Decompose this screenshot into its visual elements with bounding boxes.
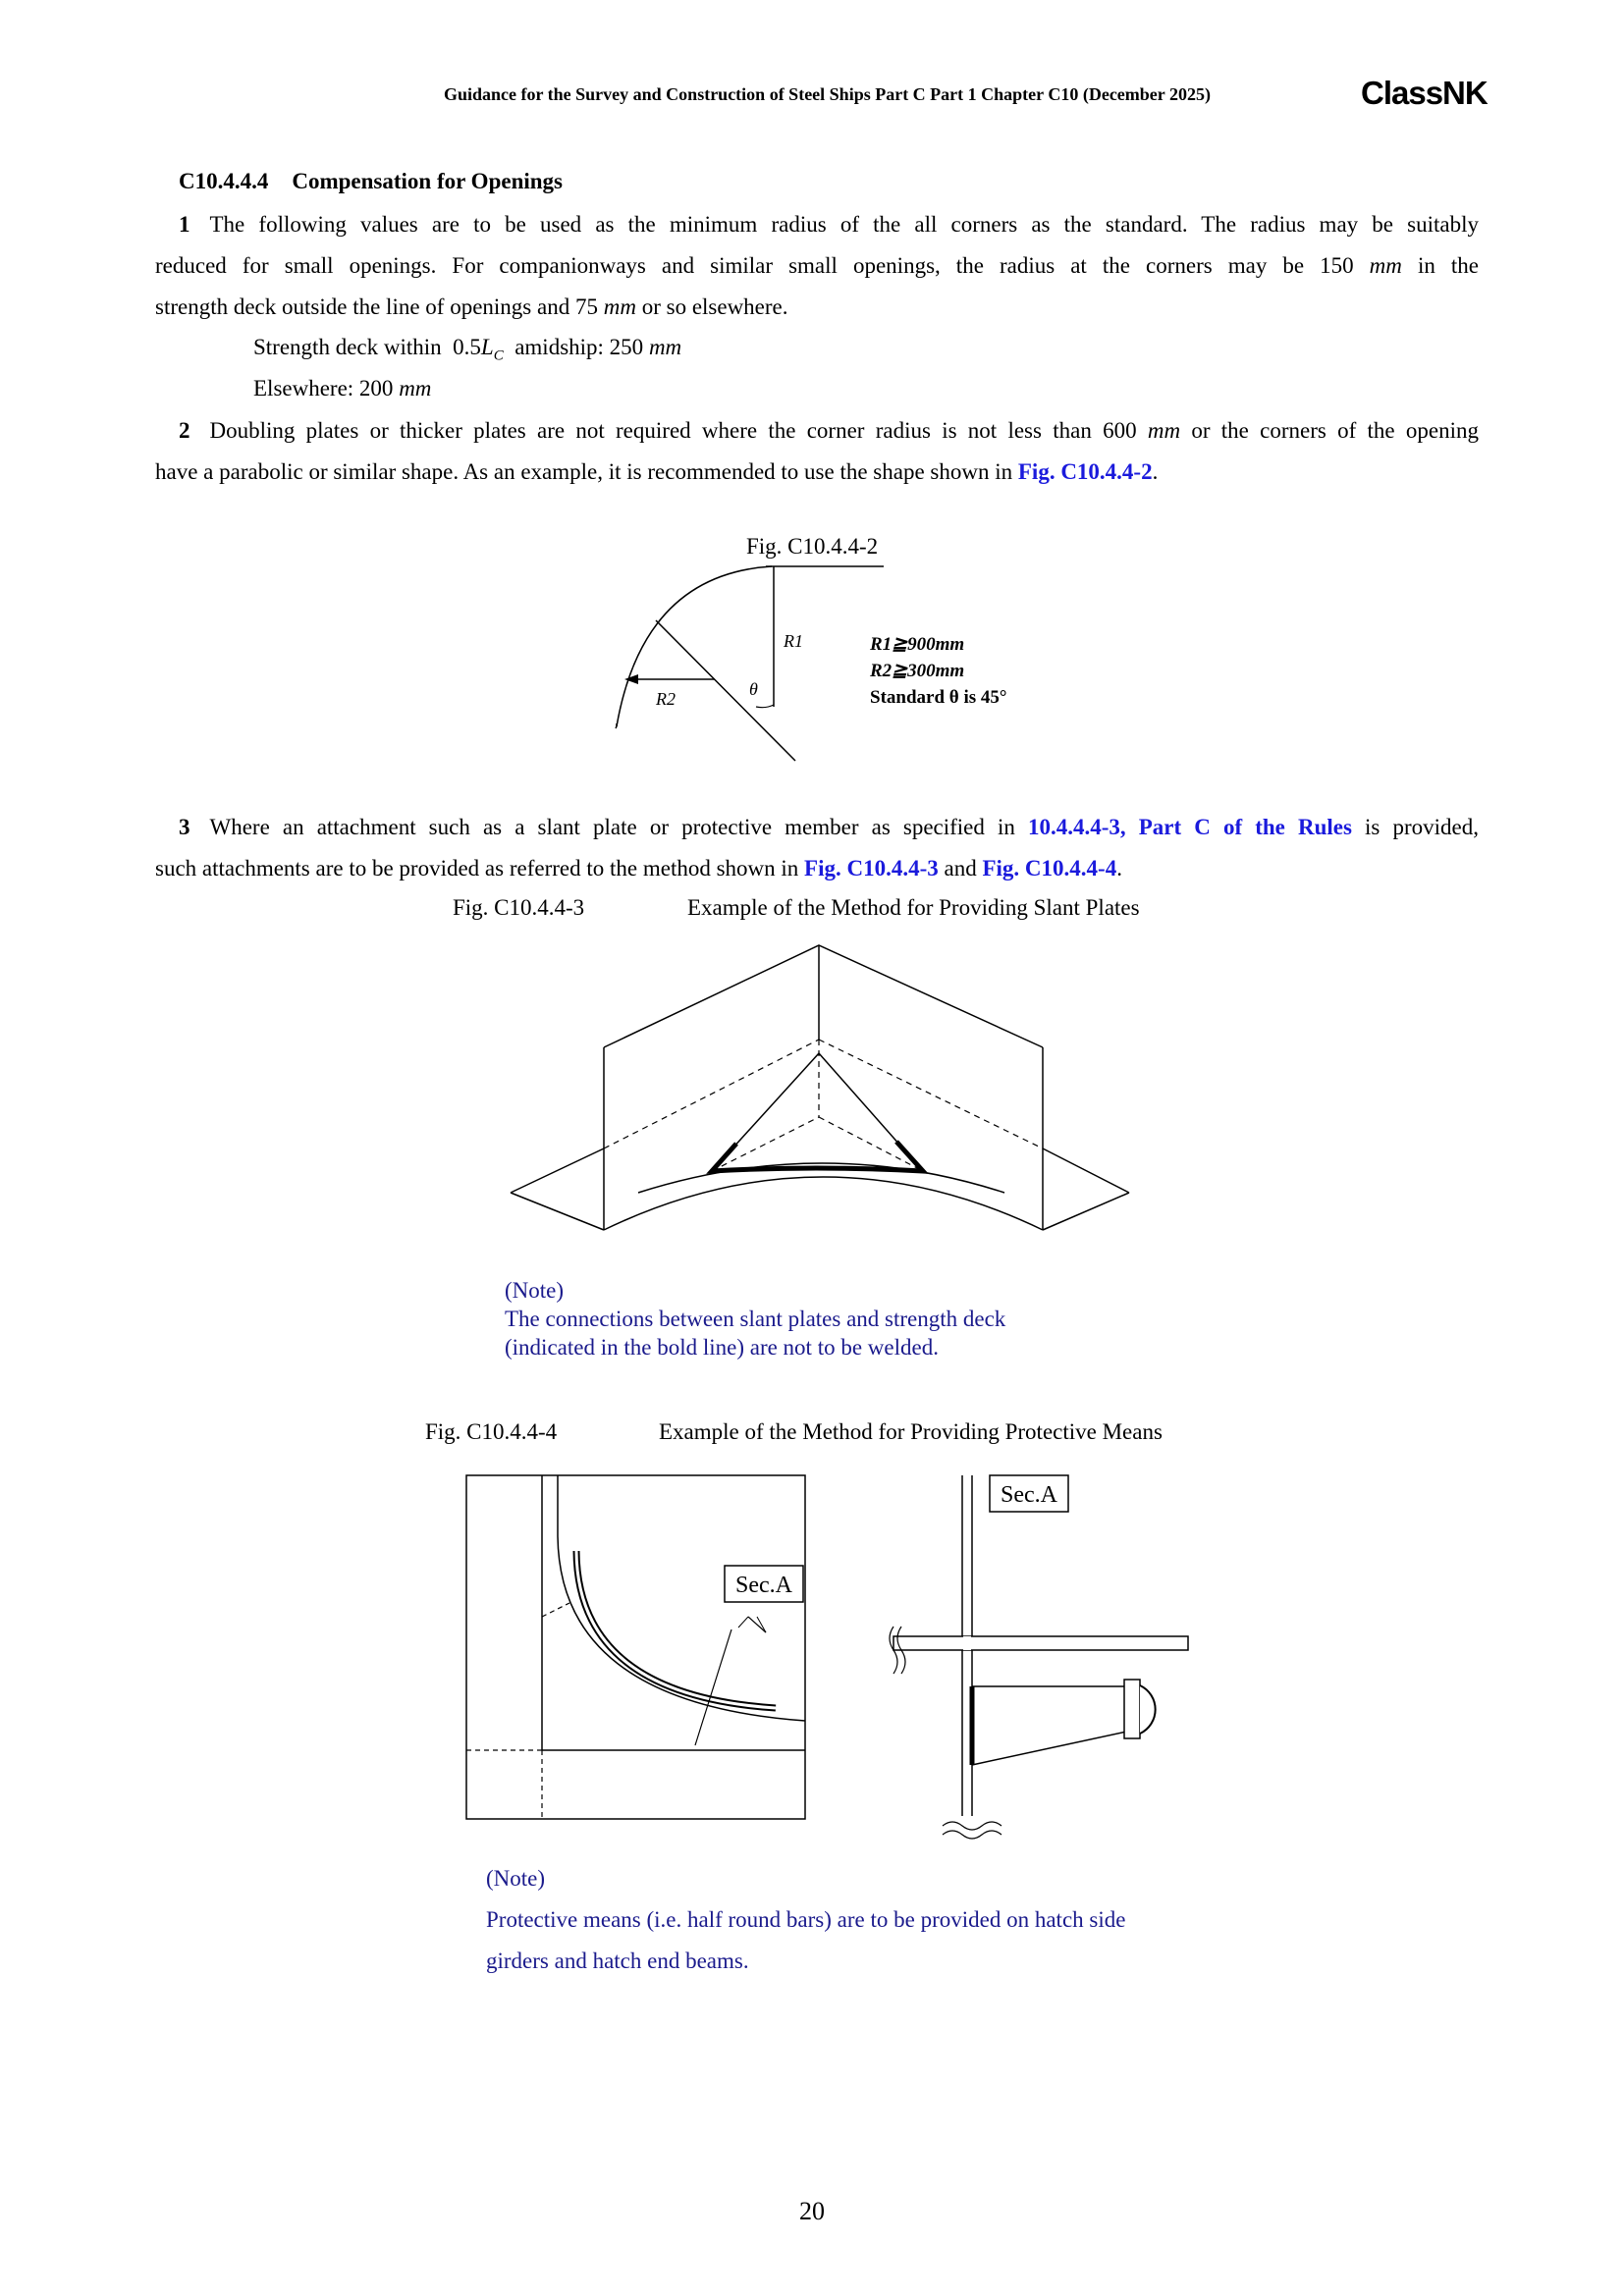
fig2-r1-label: R1: [784, 631, 803, 651]
fig3-bold-connection-line: [712, 1142, 923, 1171]
paragraph-3: 3 Where an attachment such as a slant plate or protective member as specified in 10.4.4.4-3, Part C of the Rules is provided, such attachments are to be provided as referred to the method shown in Fig. C10.4.4-3 and Fig. C10.4.4-4.: [155, 815, 1479, 881]
fig3-number: Fig. C10.4.4-3: [453, 895, 585, 920]
paragraph-2: 2 Doubling plates or thicker plates are not required where the corner radius is not less than 600 mm or the corners of the opening have a parabolic or similar shape. As an example, it is recommended to use the shape shown in Fig. C10.4.4-2.: [155, 418, 1479, 484]
fig2-r2-label: R2: [656, 689, 676, 709]
fig4-plan-outline: [466, 1475, 805, 1819]
fig4-title: Example of the Method for Providing Protective Means: [659, 1419, 1163, 1444]
paragraph-number: 1: [179, 212, 190, 237]
running-header: Guidance for the Survey and Construction of Steel Ships Part C Part 1 Chapter C10 (December 2025): [444, 84, 1211, 104]
fig3-title: Example of the Method for Providing Slant Plates: [687, 895, 1140, 920]
fig3-slant-plate-diagram: [501, 937, 1149, 1252]
fig2-theta-label: θ: [749, 679, 758, 699]
fig4-deck-plate: [893, 1636, 1188, 1650]
paragraph-1: 1 The following values are to be used as the minimum radius of the all corners as the standard. The radius may be suitably reduced for small openings. For companionways and similar small openings, the radius at the corners may be 150 mm in the strength deck outside the line of openings and 75 mm or so elsewhere.: [155, 212, 1479, 319]
fig4-note: (Note) Protective means (i.e. half round bars) are to be provided on hatch side girders and hatch end beams.: [486, 1866, 1126, 1973]
page-number: 20: [799, 2197, 825, 2225]
fig4-sec-a-label-left: Sec.A: [735, 1573, 792, 1598]
fig3-note: (Note) The connections between slant plates and strength deck (indicated in the bold line) are not to be welded.: [505, 1278, 1006, 1360]
link-fig-c10-4-4-4[interactable]: Fig. C10.4.4-4: [982, 856, 1117, 881]
fig2-r2-condition: R2≧300mm: [870, 661, 965, 681]
link-rule-10-4-4-4-3[interactable]: 10.4.4.4-3, Part C of the Rules: [1027, 815, 1352, 839]
link-fig-c10-4-4-3[interactable]: Fig. C10.4.4-3: [804, 856, 939, 881]
fig4-protective-means-diagram: [461, 1468, 1218, 1850]
fig2-corner-radius-diagram: [589, 560, 1060, 771]
fig2-corner-arc: [617, 566, 772, 726]
link-fig-c10-4-4-2[interactable]: Fig. C10.4.4-2: [1017, 459, 1153, 484]
fig4-sec-a-label-right: Sec.A: [1001, 1482, 1057, 1508]
fig3-wall-top-edges: [604, 945, 1043, 1047]
radius-item-elsewhere: Elsewhere: 200 mm: [253, 376, 432, 400]
paragraph-number: 3: [179, 815, 190, 839]
fig4-half-round-bar-section: [1140, 1685, 1156, 1734]
section-heading: [179, 169, 563, 194]
radius-item-strength-deck: Strength deck within $0.5L_C$ amidship: 250 mm: [253, 335, 682, 364]
paragraph-number: 2: [179, 418, 190, 443]
section-title: Compensation for Openings: [292, 169, 563, 193]
fig4-number: Fig. C10.4.4-4: [425, 1419, 558, 1444]
fig2-r1-condition: R1≧900mm: [870, 634, 965, 655]
classnk-logo: ClassNK: [1361, 75, 1488, 111]
section-number: C10.4.4.4: [179, 169, 269, 193]
fig2-theta-arc: [756, 705, 774, 708]
fig2-caption: Fig. C10.4.4-2: [746, 534, 879, 559]
fig4-section-line: [695, 1629, 731, 1745]
fig2-theta-condition: Standard θ is 45°: [870, 687, 1007, 708]
